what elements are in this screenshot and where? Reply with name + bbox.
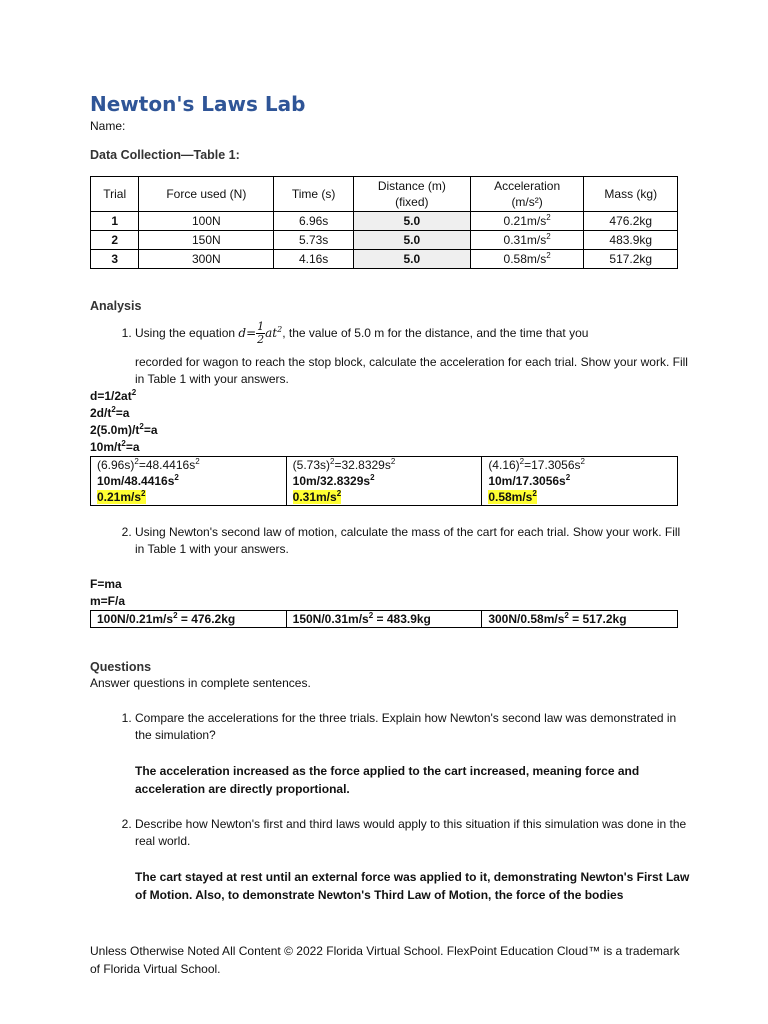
mass-calc-table xyxy=(90,610,678,628)
calc-cell: $(5.73s)^2=32.8329s^2$ $10m/32.8329s^2$ $0.31m/s^2$ xyxy=(286,457,482,506)
footer-copyright: Unless Otherwise Noted All Content © 2022 Florida Virtual School. FlexPoint Education Cloud™ is a trademark of Florida Virtual School. xyxy=(90,944,680,976)
analysis-question-1: 1. Using the equation d= $\frac{1}{2}$ $at^2$, the value of 5.0 m for the distance, and the time that you recorded for wagon to reach the stop block, calculate the acceleration for each trial. Show your work. Fill in Table 1 with your answers. xyxy=(135,321,690,388)
col-acceleration: Acceleration (m/s²) xyxy=(470,177,584,212)
question-1: 1. Compare the accelerations for the three trials. Explain how Newton's second law was demonstrated in the simulation? xyxy=(135,710,690,744)
analysis-list-2 xyxy=(90,524,690,558)
questions-heading: Questions xyxy=(90,660,152,674)
table1-heading: Data Collection—Table 1: xyxy=(90,148,240,162)
mass-work: F=ma m=F/a xyxy=(90,577,126,608)
col-time: Time (s) xyxy=(274,177,354,212)
table-row: 2 150N 5.73s 5.0 $0.31m/s^2$ 483.9kg xyxy=(91,231,678,250)
analysis-list-1 xyxy=(90,321,690,388)
col-trial: Trial xyxy=(91,177,139,212)
document-page xyxy=(90,90,690,904)
col-mass: Mass (kg) xyxy=(584,177,678,212)
table-header-row xyxy=(91,177,678,212)
question-2: 2. Describe how Newton's first and third laws would apply to this situation if this simulation was done in the real world. xyxy=(135,816,690,850)
mass-cell: $100N/0.21m/s^2 = 476.2kg$ xyxy=(91,611,287,628)
mass-cell: $150N/0.31m/s^2 = 483.9kg$ xyxy=(286,611,482,628)
answer-2: The cart stayed at rest until an external force was applied to it, demonstrating Newton's First Law of Motion. Also, to demonstrate Newton's Third Law of Motion, the force of the bodies xyxy=(135,870,690,902)
data-table xyxy=(90,176,678,269)
col-distance: Distance (m) (fixed) xyxy=(353,177,470,212)
col-force: Force used (N) xyxy=(139,177,274,212)
equation: d= $\frac{1}{2}$ $at^2$ xyxy=(238,320,283,346)
page-title: Newton's Laws Lab xyxy=(90,92,306,116)
questions-list-2 xyxy=(90,816,690,850)
acceleration-calc-table xyxy=(90,456,678,506)
answer-1: The acceleration increased as the force applied to the cart increased, meaning force and acceleration are directly proportional. xyxy=(135,764,640,796)
questions-intro: Answer questions in complete sentences. xyxy=(90,676,311,690)
table-row: 1 100N 6.96s 5.0 $0.21m/s^2$ 476.2kg xyxy=(91,212,678,231)
analysis-heading: Analysis xyxy=(90,299,142,313)
calc-cell: $(4.16)^2=17.3056s^2$ $10m/17.3056s^2$ $0.58m/s^2$ xyxy=(482,457,678,506)
name-label: Name: xyxy=(90,119,126,133)
analysis-question-2: 2. Using Newton's second law of motion, calculate the mass of the cart for each trial. Show your work. Fill in Table 1 with your answers. xyxy=(135,524,690,558)
questions-list-1 xyxy=(90,710,690,744)
calc-cell: $(6.96s)^2=48.4416s^2$ $10m/48.4416s^2$ $0.21m/s^2$ xyxy=(91,457,287,506)
acceleration-work: $d=1/2at^2$ $2d/t^2=a$ $2(5.0m)/t^2=a$ $10m/t^2=a$ xyxy=(90,388,158,454)
mass-cell: $300N/0.58m/s^2 = 517.2kg$ xyxy=(482,611,678,628)
table-row: 3 300N 4.16s 5.0 $0.58m/s^2$ 517.2kg xyxy=(91,250,678,269)
